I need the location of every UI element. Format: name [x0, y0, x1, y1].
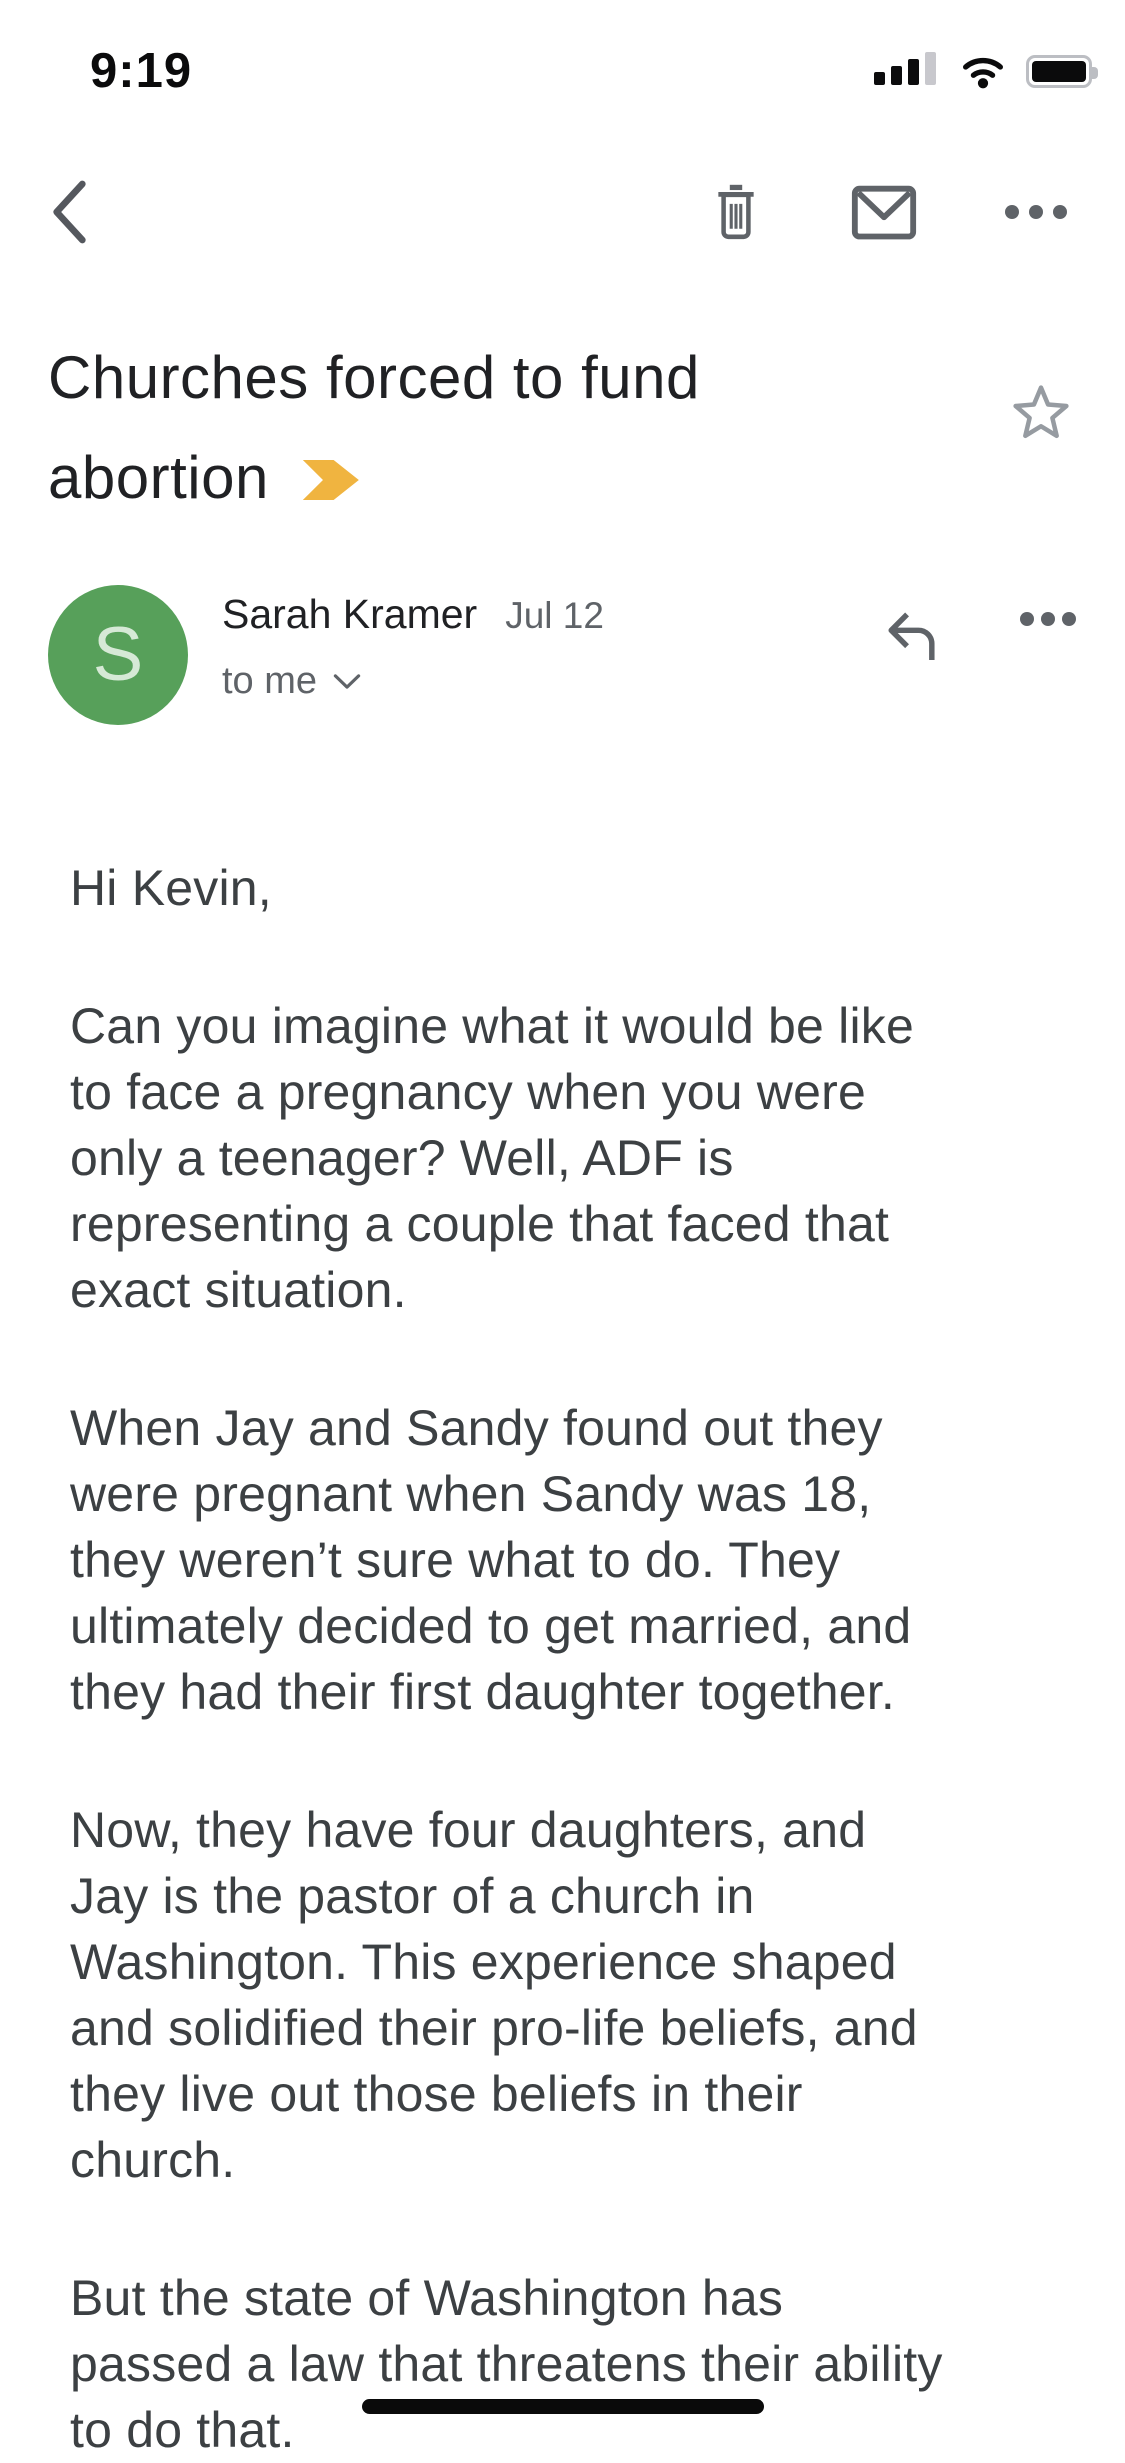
wifi-icon [956, 49, 1010, 94]
subject-row [0, 328, 1125, 528]
trash-icon [707, 181, 765, 248]
cellular-signal-icon [874, 52, 940, 90]
email-toolbar [0, 158, 1125, 270]
sender-row [0, 585, 1125, 725]
body-paragraph: Now, they have four daughters, and Jay is the pastor of a church in Washington. This experience shaped and solidified their pro-life beliefs, and they live out those beliefs in their church. [70, 1802, 918, 2188]
sender-name-line [222, 591, 604, 638]
battery-icon [1026, 55, 1092, 88]
avatar-letter: S [92, 612, 144, 697]
more-options-button[interactable] [1003, 203, 1069, 226]
status-bar [0, 0, 1125, 132]
subject-line-2: abortion [48, 444, 269, 511]
status-icons [874, 49, 1092, 94]
sender-name: Sarah Kramer [222, 591, 478, 637]
reply-arrow-icon [883, 650, 943, 667]
delete-button[interactable] [707, 181, 765, 248]
toolbar-actions [707, 181, 1077, 248]
home-indicator[interactable] [362, 2399, 764, 2414]
subject-line-1: Churches forced to fund [48, 344, 700, 411]
body-paragraph: Can you imagine what it would be like to face a pregnancy when you were only a teenager? Well, ADF is representing a couple that faced that exact situation. [70, 998, 914, 1318]
reply-button[interactable] [883, 611, 943, 668]
body-paragraph: When Jay and Sandy found out they were pregnant when Sandy was 18, they weren’t sure what to do. They ultimately decided to get married, and they had their first daughter together. [70, 1400, 912, 1720]
status-time: 9:19 [90, 44, 193, 98]
body-paragraph: But the state of Washington has passed a law that threatens their ability to do that. [70, 2270, 943, 2458]
more-horizontal-icon [1019, 614, 1077, 631]
star-button[interactable] [1005, 378, 1077, 450]
email-subject [48, 328, 848, 528]
avatar[interactable] [48, 585, 188, 725]
importance-marker-icon [303, 460, 359, 500]
recipient-details-toggle[interactable] [222, 660, 361, 703]
star-icon [1005, 437, 1077, 454]
sender-actions [883, 585, 1077, 725]
back-button[interactable] [48, 177, 88, 252]
mark-unread-button[interactable] [849, 182, 919, 247]
envelope-icon [849, 182, 919, 247]
more-horizontal-icon [1003, 203, 1069, 226]
email-date: Jul 12 [505, 595, 604, 636]
email-body [70, 855, 958, 2463]
chevron-left-icon [48, 177, 88, 252]
sender-meta [222, 585, 604, 725]
recipient-label: to me [222, 660, 318, 702]
body-paragraph: Hi Kevin, [70, 860, 272, 916]
message-more-button[interactable] [1019, 611, 1077, 632]
chevron-down-icon [333, 673, 361, 690]
